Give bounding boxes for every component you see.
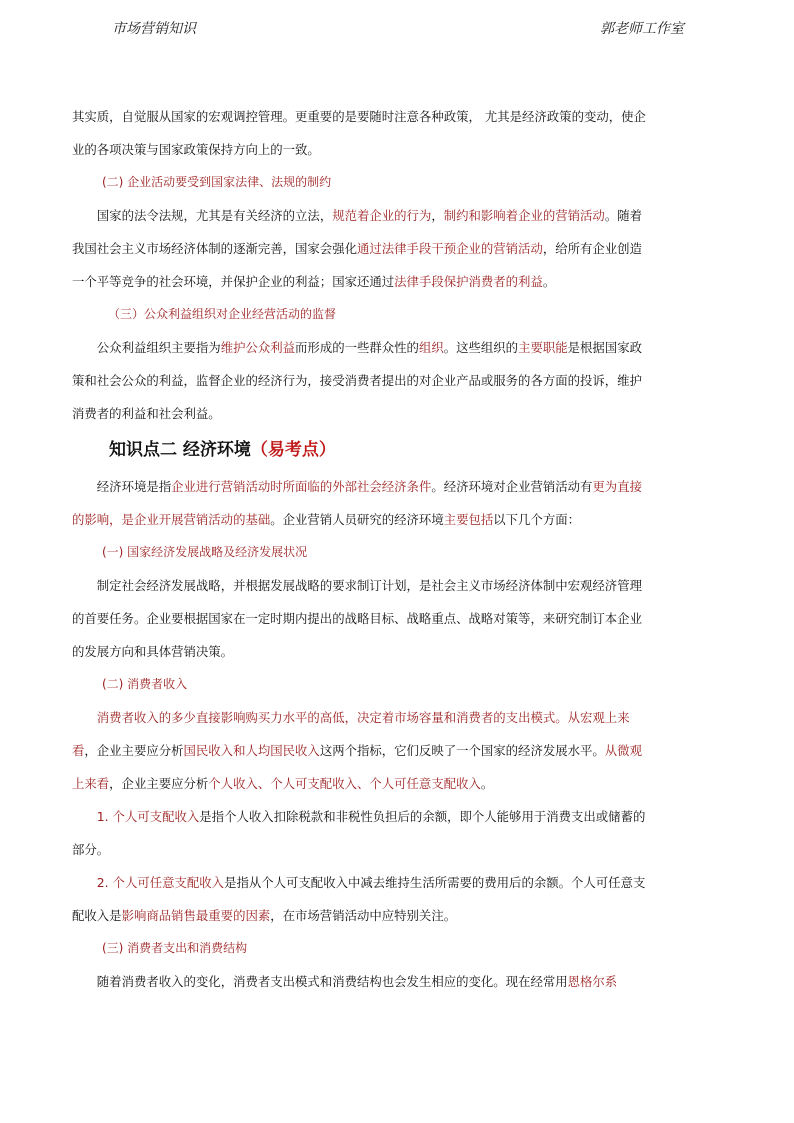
text-run: 国家的法令法规，尤其是有关经济的立法， — [96, 208, 333, 223]
paragraph-consumption — [72, 965, 646, 998]
highlight-run: 更为直接的影响，是企业开展营销活动的基础 — [72, 479, 642, 527]
highlight-run: 组织 — [418, 340, 444, 355]
highlight-run: 从微观上来看 — [72, 743, 642, 791]
text-run: 。 — [480, 776, 494, 791]
text-run: 。 — [542, 274, 556, 289]
text-run: 公众利益组织主要指为 — [96, 340, 221, 355]
section-heading-income: (二) 消费者收入 — [102, 677, 188, 691]
highlight-run: 个人收入、个人可支配收入、个人可任意支配收入 — [208, 776, 481, 791]
highlight-run: 影响商品销售最重要的因素 — [121, 908, 271, 923]
header-right-text: 郭老师工作室 — [600, 21, 684, 37]
text-run: ，企业主要应分析 — [109, 776, 209, 791]
text-run: ， — [431, 208, 444, 223]
text-run: 是指从个人可支配收入中减去维持生活所需要的费用后的余额。个人可任意支配收入是 — [72, 875, 646, 923]
paragraph-public-interest — [72, 331, 646, 430]
paragraph-discretionary-income — [72, 866, 646, 932]
highlight-run: 通过法律手段干预企业的营销活动 — [356, 241, 543, 256]
highlight-run: 主要包括 — [443, 512, 494, 527]
text-run: 随着消费者收入的变化，消费者支出模式和消费结构也会发生相应的变化。现在经常用 — [96, 974, 568, 989]
text-run: 是根据国家政策和社会公众的利益，监督企业的经济行为，接受消费者提出的对企业产品或服务的各方面的投诉，维护消费者的利益和社会利益。 — [72, 340, 642, 421]
text-run: 。随着我国社会主义市场经济体制的逐渐完善，国家会强化 — [72, 208, 642, 256]
highlight-run: 主要职能 — [518, 340, 568, 355]
paragraph-1-text: 其实质，自觉服从国家的宏观调控管理。更重要的是要随时注意各种政策， 尤其是经济政策的变动，使企业的各项决策与国家政策保持方向上的一致。 — [72, 109, 646, 157]
section-heading-strategy: (一) 国家经济发展战略及经济发展状况 — [102, 545, 308, 559]
paragraph-strategy — [72, 569, 646, 668]
knowledge-point-title: 知识点二 经济环境 — [109, 440, 251, 460]
text-run: 以下几个方面： — [493, 512, 581, 527]
knowledge-point-tag: （易考点） — [250, 440, 336, 460]
text-run: ，企业主要应分析 — [84, 743, 184, 758]
header-left-text: 市场营销知识 — [112, 21, 196, 37]
section-heading-consumption: (三) 消费者支出和消费结构 — [102, 941, 248, 955]
text-run: ，给所有企业创造一个平等竞争的社会环境，并保护企业的利益；国家还通过 — [72, 241, 642, 289]
highlight-run: 企业进行营销活动时所面临的外部社会经济条件 — [171, 479, 432, 494]
highlight-run: 消费者收入的多少直接影响购买力水平的高低，决定着市场容量和消费者的支出模式。从宏观上来看 — [72, 710, 630, 758]
text-run: 而形成的一些群众性的 — [295, 340, 419, 355]
section-heading-public-interest: （三）公众利益组织对企业经营活动的监督 — [108, 307, 337, 321]
text-run: 经济环境是指 — [96, 479, 172, 494]
paragraph-economic-env — [72, 470, 646, 536]
text-run: 。经济环境对企业营销活动有 — [431, 479, 593, 494]
text-run: ，在市场营销活动中应特别关注。 — [270, 908, 457, 923]
highlight-run: 1. 个人可支配收入 — [96, 809, 200, 824]
text-run: 。企业营销人员研究的经济环境 — [270, 512, 444, 527]
paragraph-1 — [72, 100, 646, 166]
highlight-run: 维护公众利益 — [220, 340, 296, 355]
highlight-run: 规范着企业的行为 — [332, 208, 432, 223]
text-run: 。这些组织的 — [443, 340, 519, 355]
text-run: 这两个指标，它们反映了一个国家的经济发展水平。 — [319, 743, 605, 758]
text-run: 是指个人收入扣除税款和非税性负担后的余额，即个人能够用于消费支出或储蓄的部分。 — [72, 809, 646, 857]
highlight-run: 法律手段保护消费者的利益 — [394, 274, 543, 289]
highlight-run: 国民收入和人均国民收入 — [183, 743, 320, 758]
highlight-run: 恩格尔系 — [567, 974, 618, 989]
paragraph-disposable-income — [72, 800, 646, 866]
highlight-run: 制约和影响着企业的营销活动 — [443, 208, 605, 223]
document-body — [72, 100, 646, 998]
knowledge-point-heading — [72, 430, 646, 470]
page-header — [0, 18, 794, 40]
text-run: 制定社会经济发展战略，并根据发展战略的要求制订计划，是社会主义市场经济体制中宏观经济管理的首要任务。企业要根据国家在一定时期内提出的战略目标、战略重点、战略对策等，来研究制订本企业的发展方向和具体营销决策。 — [72, 578, 642, 659]
paragraph-law — [72, 199, 646, 298]
highlight-run: 2. 个人可任意支配收入 — [96, 875, 225, 890]
section-heading-law: (二) 企业活动要受到国家法律、法规的制约 — [102, 175, 332, 189]
paragraph-income — [72, 701, 646, 800]
